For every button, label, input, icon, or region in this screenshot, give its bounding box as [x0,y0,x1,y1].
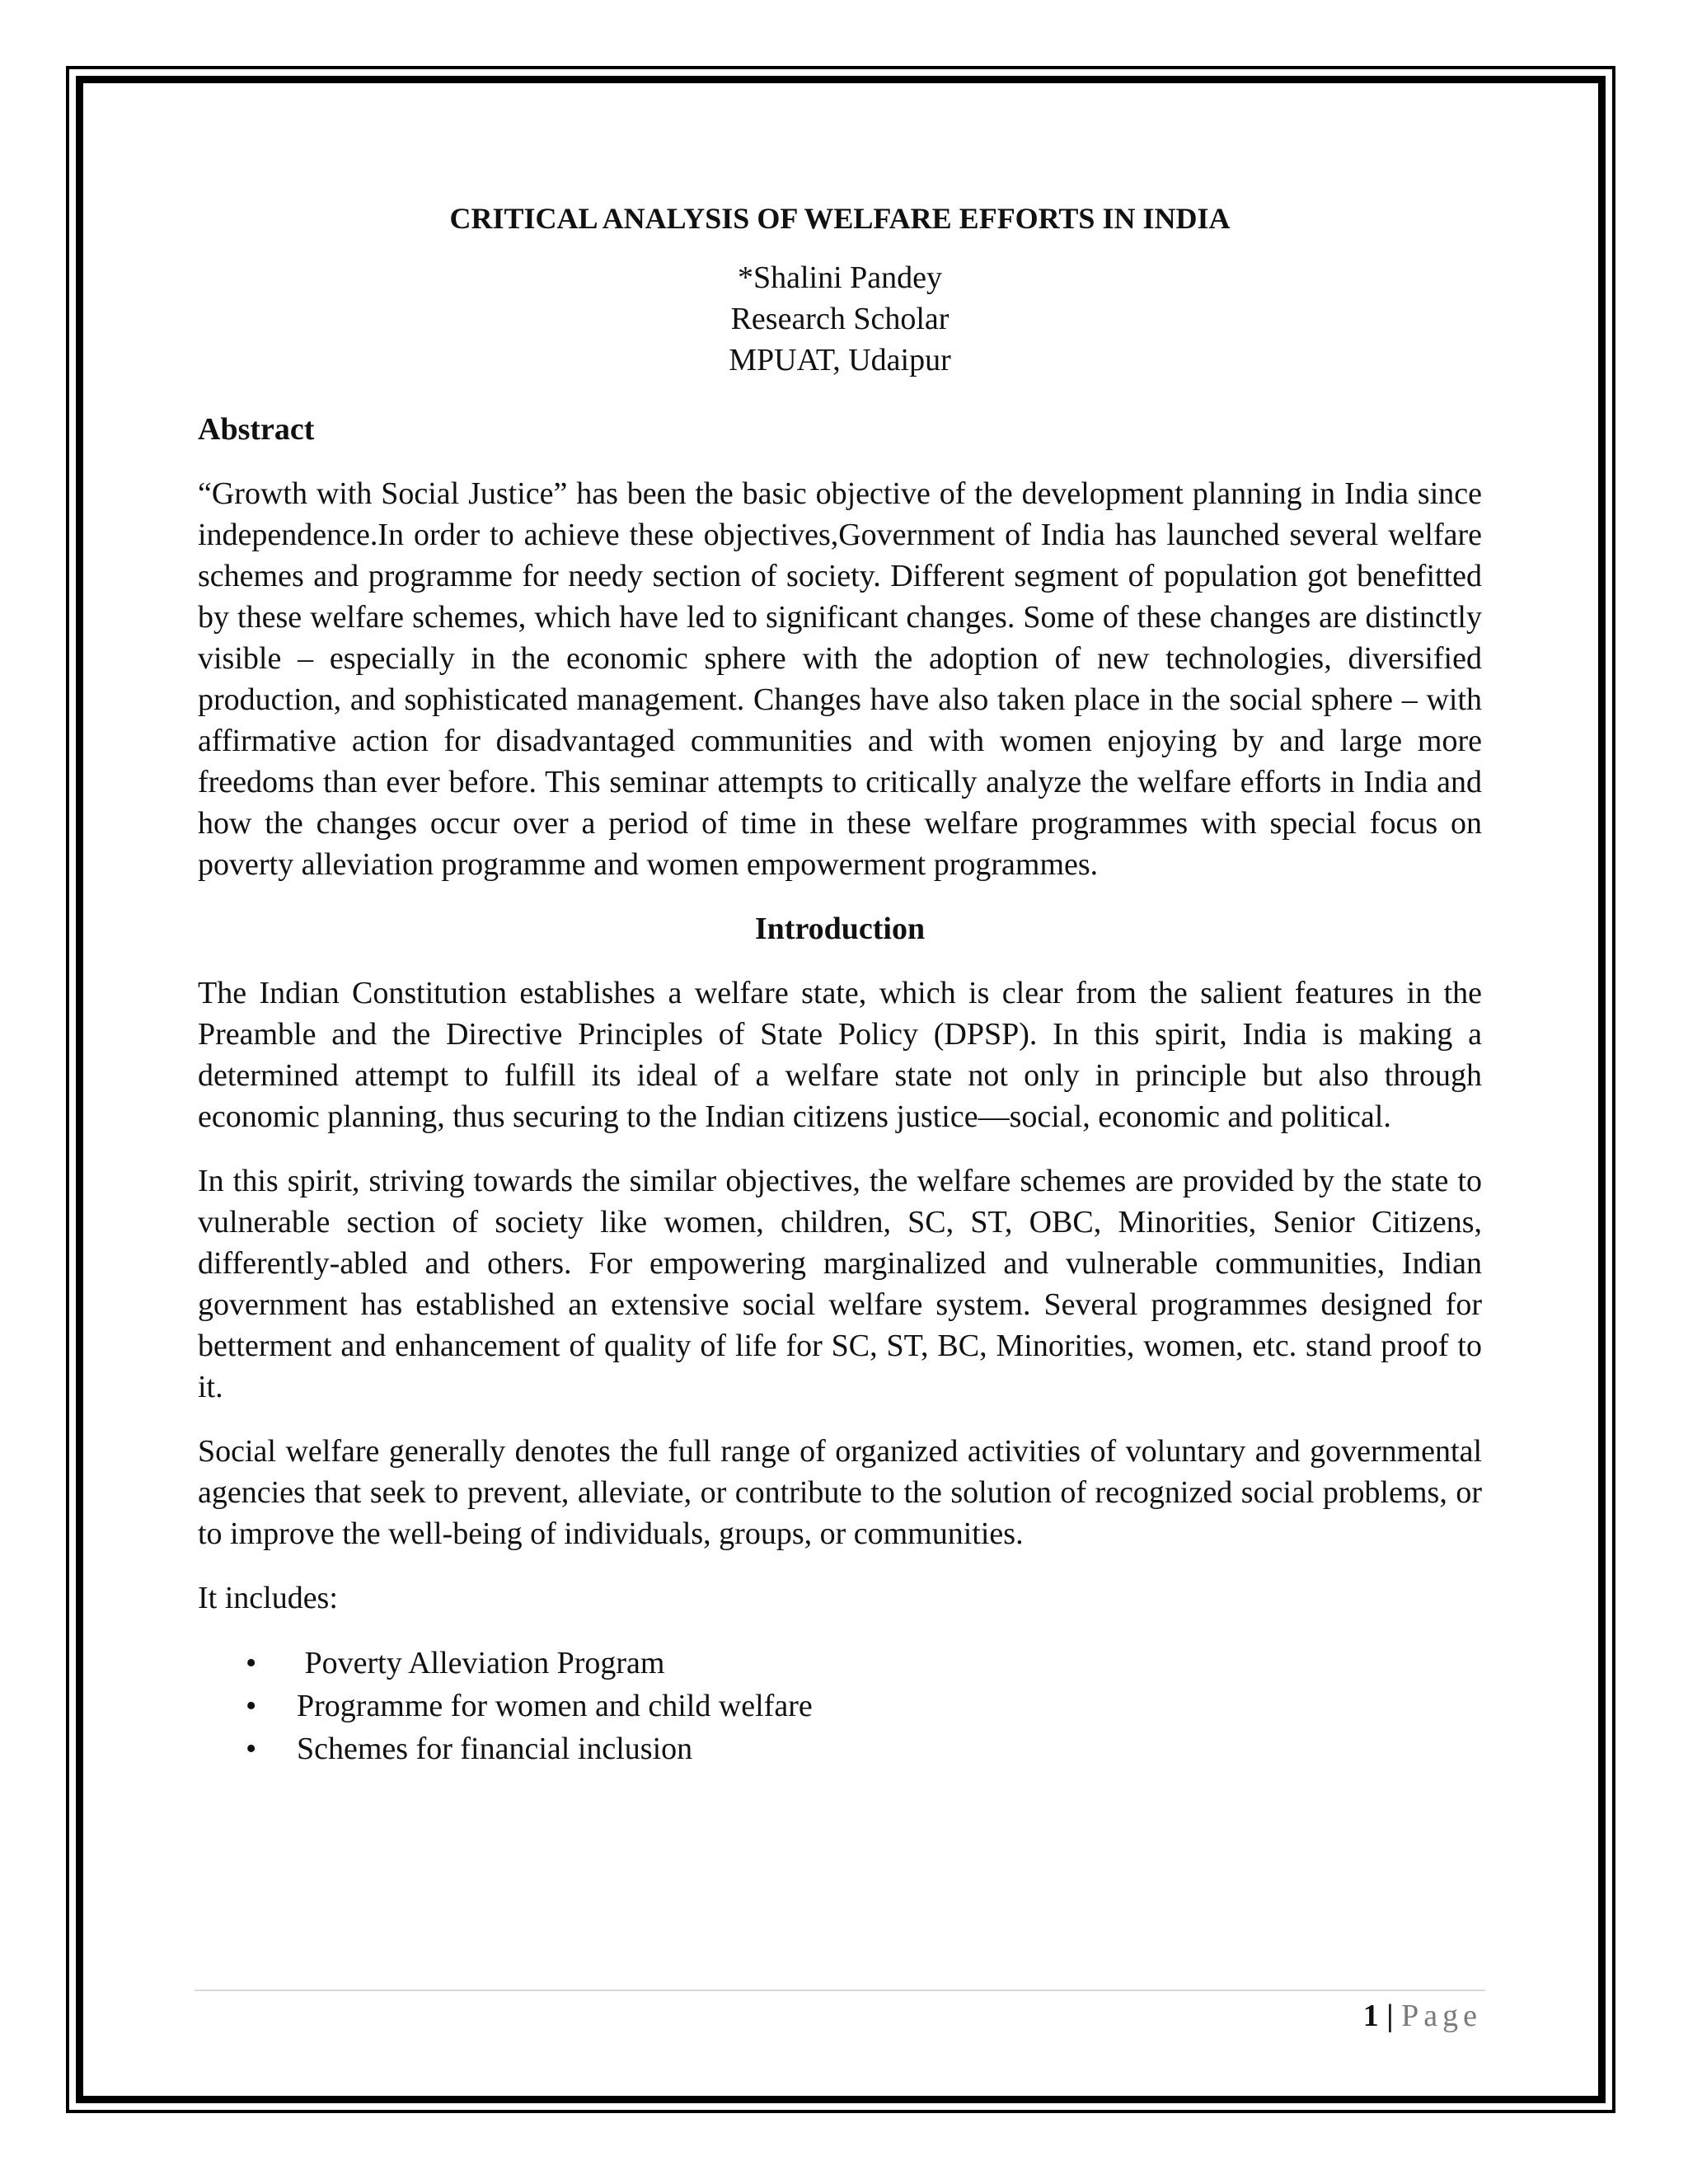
intro-paragraph: The Indian Constitution establishes a welfare state, which is clear from the salient features in the Preamble and the Directive Principles of State Policy (DPSP). In this spirit, India is making a determined attempt to fulfill its ideal of a welfare state not only in principle but also through economic planning, thus securing to the Indian citizens justice—social, economic and political. [198,976,1482,1134]
list-item-text: Schemes for financial inclusion [297,1732,693,1766]
list-item [198,1727,1482,1770]
page-separator: | [1386,1999,1394,2033]
list-item-text: Poverty Alleviation Program [297,1646,665,1680]
bullet-icon: • [246,1732,257,1766]
abstract-heading: Abstract [198,412,315,447]
abstract-text: “Growth with Social Justice” has been the basic objective of the development planning in India since independence.In order to achieve these objectives,Government of India has launched several welfare schemes and programme for needy section of society. Different segment of population got benefitted by these welfare schemes, which have led to significant changes. Some of these changes are distinctly visible – especially in the economic sphere with the adoption of new technologies, diversified production, and sophisticated management. Changes have also taken place in the social sphere – with affirmative action for disadvantaged communities and with women enjoying by and large more freedoms than ever before. This seminar attempts to critically analyze the welfare efforts in India and how the changes occur over a period of time in these welfare programmes with special focus on poverty alleviation programme and women empowerment programmes. [198,476,1482,882]
page-content [198,198,1482,1770]
author-role: Research Scholar [730,302,950,336]
list-item [198,1642,1482,1685]
page-label: Page [1401,1999,1482,2033]
intro-paragraph: It includes: [198,1581,338,1615]
list-item [198,1685,1482,1727]
author-affiliation: MPUAT, Udaipur [729,343,951,377]
footer-divider [195,1990,1485,1991]
bullet-icon: • [246,1689,257,1723]
includes-list [198,1642,1482,1770]
bullet-icon: • [246,1646,257,1680]
intro-paragraph: In this spirit, striving towards the similar objectives, the welfare schemes are provided by the state to vulnerable section of society like women, children, SC, ST, OBC, Minorities, Senior Citizens, differently-abled and others. For empowering marginalized and vulnerable communities, Indian government has established an extensive social welfare system. Several programmes designed for betterment and enhancement of quality of life for SC, ST, BC, Minorities, women, etc. stand proof to it. [198,1164,1482,1404]
author-name: *Shalini Pandey [737,260,943,295]
intro-paragraph: Social welfare generally denotes the full range of organized activities of voluntary and governmental agencies that seek to prevent, alleviate, or contribute to the solution of recognized social problems, or to improve the well-being of individuals, groups, or communities. [198,1434,1482,1551]
page-number: 1 [1362,1999,1379,2033]
introduction-heading: Introduction [754,912,926,946]
page-footer [1363,1994,1482,2037]
author-block [198,257,1482,381]
paper-title: CRITICAL ANALYSIS OF WELFARE EFFORTS IN INDIA [449,202,1231,235]
list-item-text: Programme for women and child welfare [297,1689,813,1723]
